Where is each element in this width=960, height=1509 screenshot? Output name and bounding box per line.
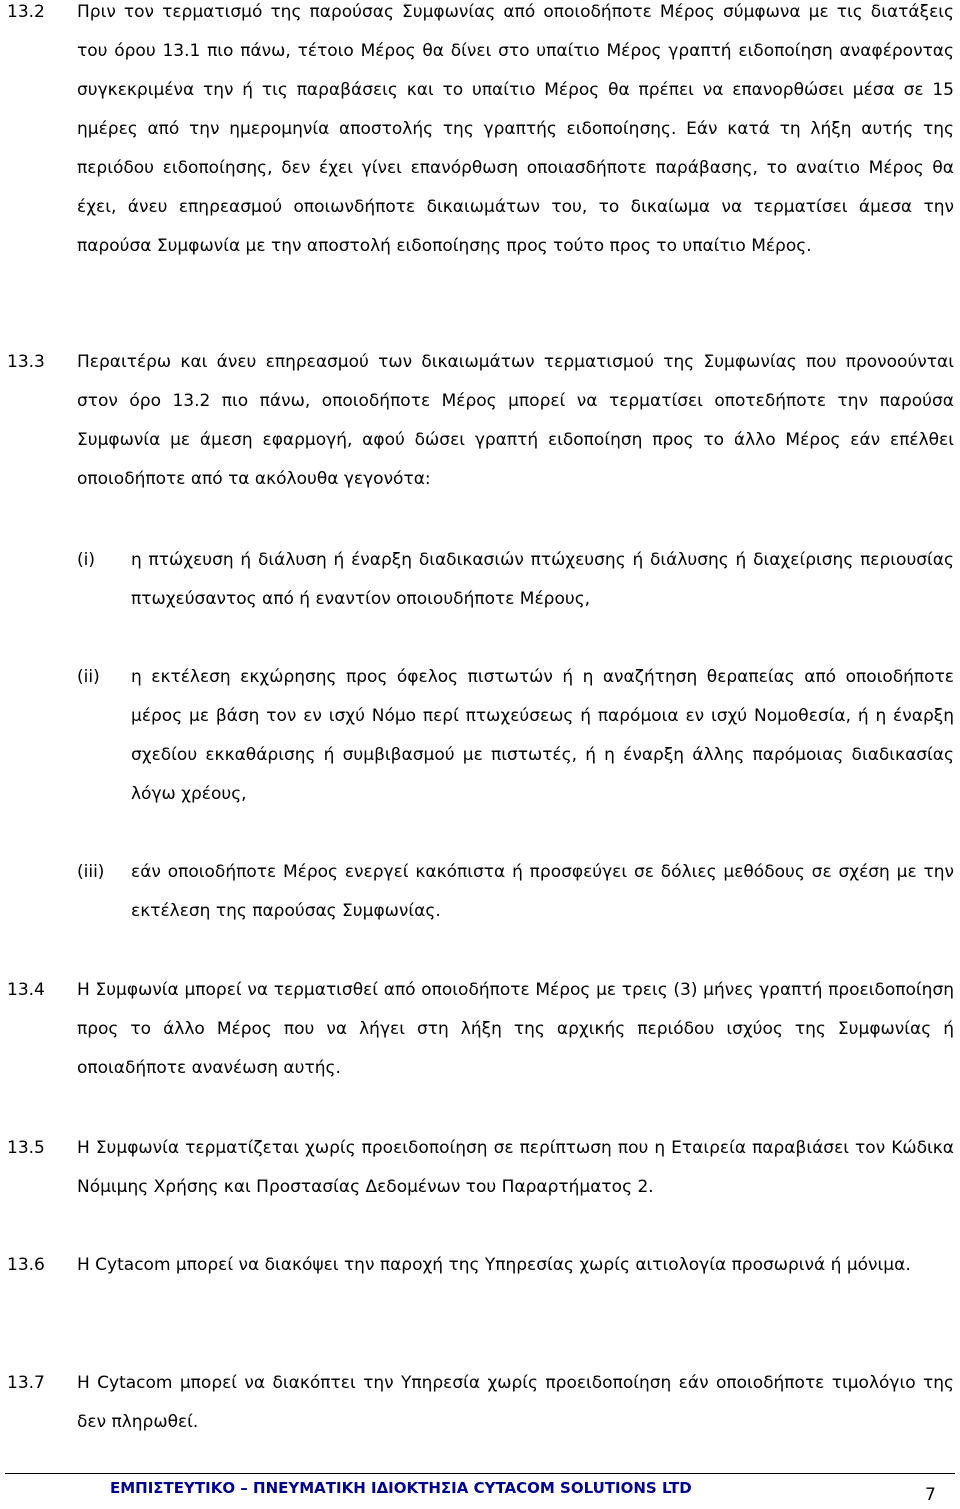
- clause-text: Η Cytacom μπορεί να διακόψει την παροχή της Υπηρεσίας χωρίς αιτιολογία προσωρινά ή μόνιμα.: [77, 1255, 911, 1275]
- clause-number: 13.2: [7, 2, 45, 22]
- clause-text: Πριν τον τερματισμό της παρούσας Συμφωνίας από οποιοδήποτε Μέρος σύμφωνα με τις διατάξεις του όρου 13.1 πιο πάνω, τέτοιο Μέρος θα δίνει στο υπαίτιο Μέρος γραπτή ειδοποίηση αναφέροντας συγκεκριμένα την ή τις παραβάσεις και το υπαίτιο Μέρος θα πρέπει να επανορθώσει μέσα σε 15 ημέρες από την ημερομηνία αποστολής της γραπτής ειδοποίησης. Εάν κατά τη λήξη αυτής της περιόδου ειδοποίησης, δεν έχει γίνει επανόρθωση οποιασδήποτε παράβασης, το αναίτιο Μέρος θα έχει, άνευ επηρεασμού οποιωνδήποτε δικαιωμάτων του, το δικαίωμα να τερματίσει άμεσα την παρούσα Συμφωνία με την αποστολή ειδοποίησης προς τούτο προς το υπαίτιο Μέρος.: [77, 2, 954, 256]
- page-number: 7: [925, 1485, 936, 1505]
- footer-title: ΕΜΠΙΣΤΕΥΤΙΚΟ – ΠΝΕΥΜΑΤΙΚΗ ΙΔΙΟΚΤΗΣΙΑ CYTACOM SOLUTIONS LTD: [110, 1479, 692, 1497]
- clause-number: 13.6: [7, 1255, 45, 1275]
- list-item-text: η πτώχευση ή διάλυση ή έναρξη διαδικασιών πτώχευσης ή διάλυσης ή διαχείρισης περιουσίας πτωχεύσαντος από ή εναντίον οποιουδήποτε Μέρους,: [131, 550, 954, 609]
- clause-text: Η Cytacom μπορεί να διακόπτει την Υπηρεσία χωρίς προειδοποίηση εάν οποιοδήποτε τιμολόγιο της δεν πληρωθεί.: [77, 1373, 954, 1432]
- footer-divider: [5, 1473, 955, 1474]
- clause-number: 13.7: [7, 1373, 45, 1393]
- clause-number: 13.5: [7, 1138, 45, 1158]
- list-item-label: (i): [77, 550, 95, 570]
- list-item-text: η εκτέλεση εκχώρησης προς όφελος πιστωτών ή η αναζήτηση θεραπείας από οποιοδήποτε μέρος με βάση τον εν ισχύ Νόμο περί πτωχεύσεως ή παρόμοια εν ισχύ Νομοθεσία, ή η έναρξη σχεδίου εκκαθάρισης ή συμβιβασμού με πιστωτές, ή η έναρξη άλλης παρόμοιας διαδικασίας λόγω χρέους,: [131, 667, 954, 804]
- list-item-label: (ii): [77, 667, 100, 687]
- clause-number: 13.3: [7, 352, 45, 372]
- clause-text: Η Συμφωνία τερματίζεται χωρίς προειδοποίηση σε περίπτωση που η Εταιρεία παραβιάσει τον Κώδικα Νόμιμης Χρήσης και Προστασίας Δεδομένων του Παραρτήματος 2.: [77, 1138, 954, 1197]
- list-item-text: εάν οποιοδήποτε Μέρος ενεργεί κακόπιστα ή προσφεύγει σε δόλιες μεθόδους σε σχέση με την εκτέλεση της παρούσας Συμφωνίας.: [131, 862, 954, 921]
- list-item-label: (iii): [77, 862, 105, 882]
- clause-text: Περαιτέρω και άνευ επηρεασμού των δικαιωμάτων τερματισμού της Συμφωνίας που προνοούνται στον όρο 13.2 πιο πάνω, οποιοδήποτε Μέρος μπορεί να τερματίσει οποτεδήποτε την παρούσα Συμφωνία με άμεση εφαρμογή, αφού δώσει γραπτή ειδοποίηση προς το άλλο Μέρος εάν επέλθει οποιοδήποτε από τα ακόλουθα γεγονότα:: [77, 352, 954, 489]
- clause-number: 13.4: [7, 980, 45, 1000]
- clause-text: Η Συμφωνία μπορεί να τερματισθεί από οποιοδήποτε Μέρος με τρεις (3) μήνες γραπτή προειδοποίηση προς το άλλο Μέρος που να λήγει στη λήξη της αρχικής περιόδου ισχύος της Συμφωνίας ή οποιαδήποτε ανανέωση αυτής.: [77, 980, 954, 1078]
